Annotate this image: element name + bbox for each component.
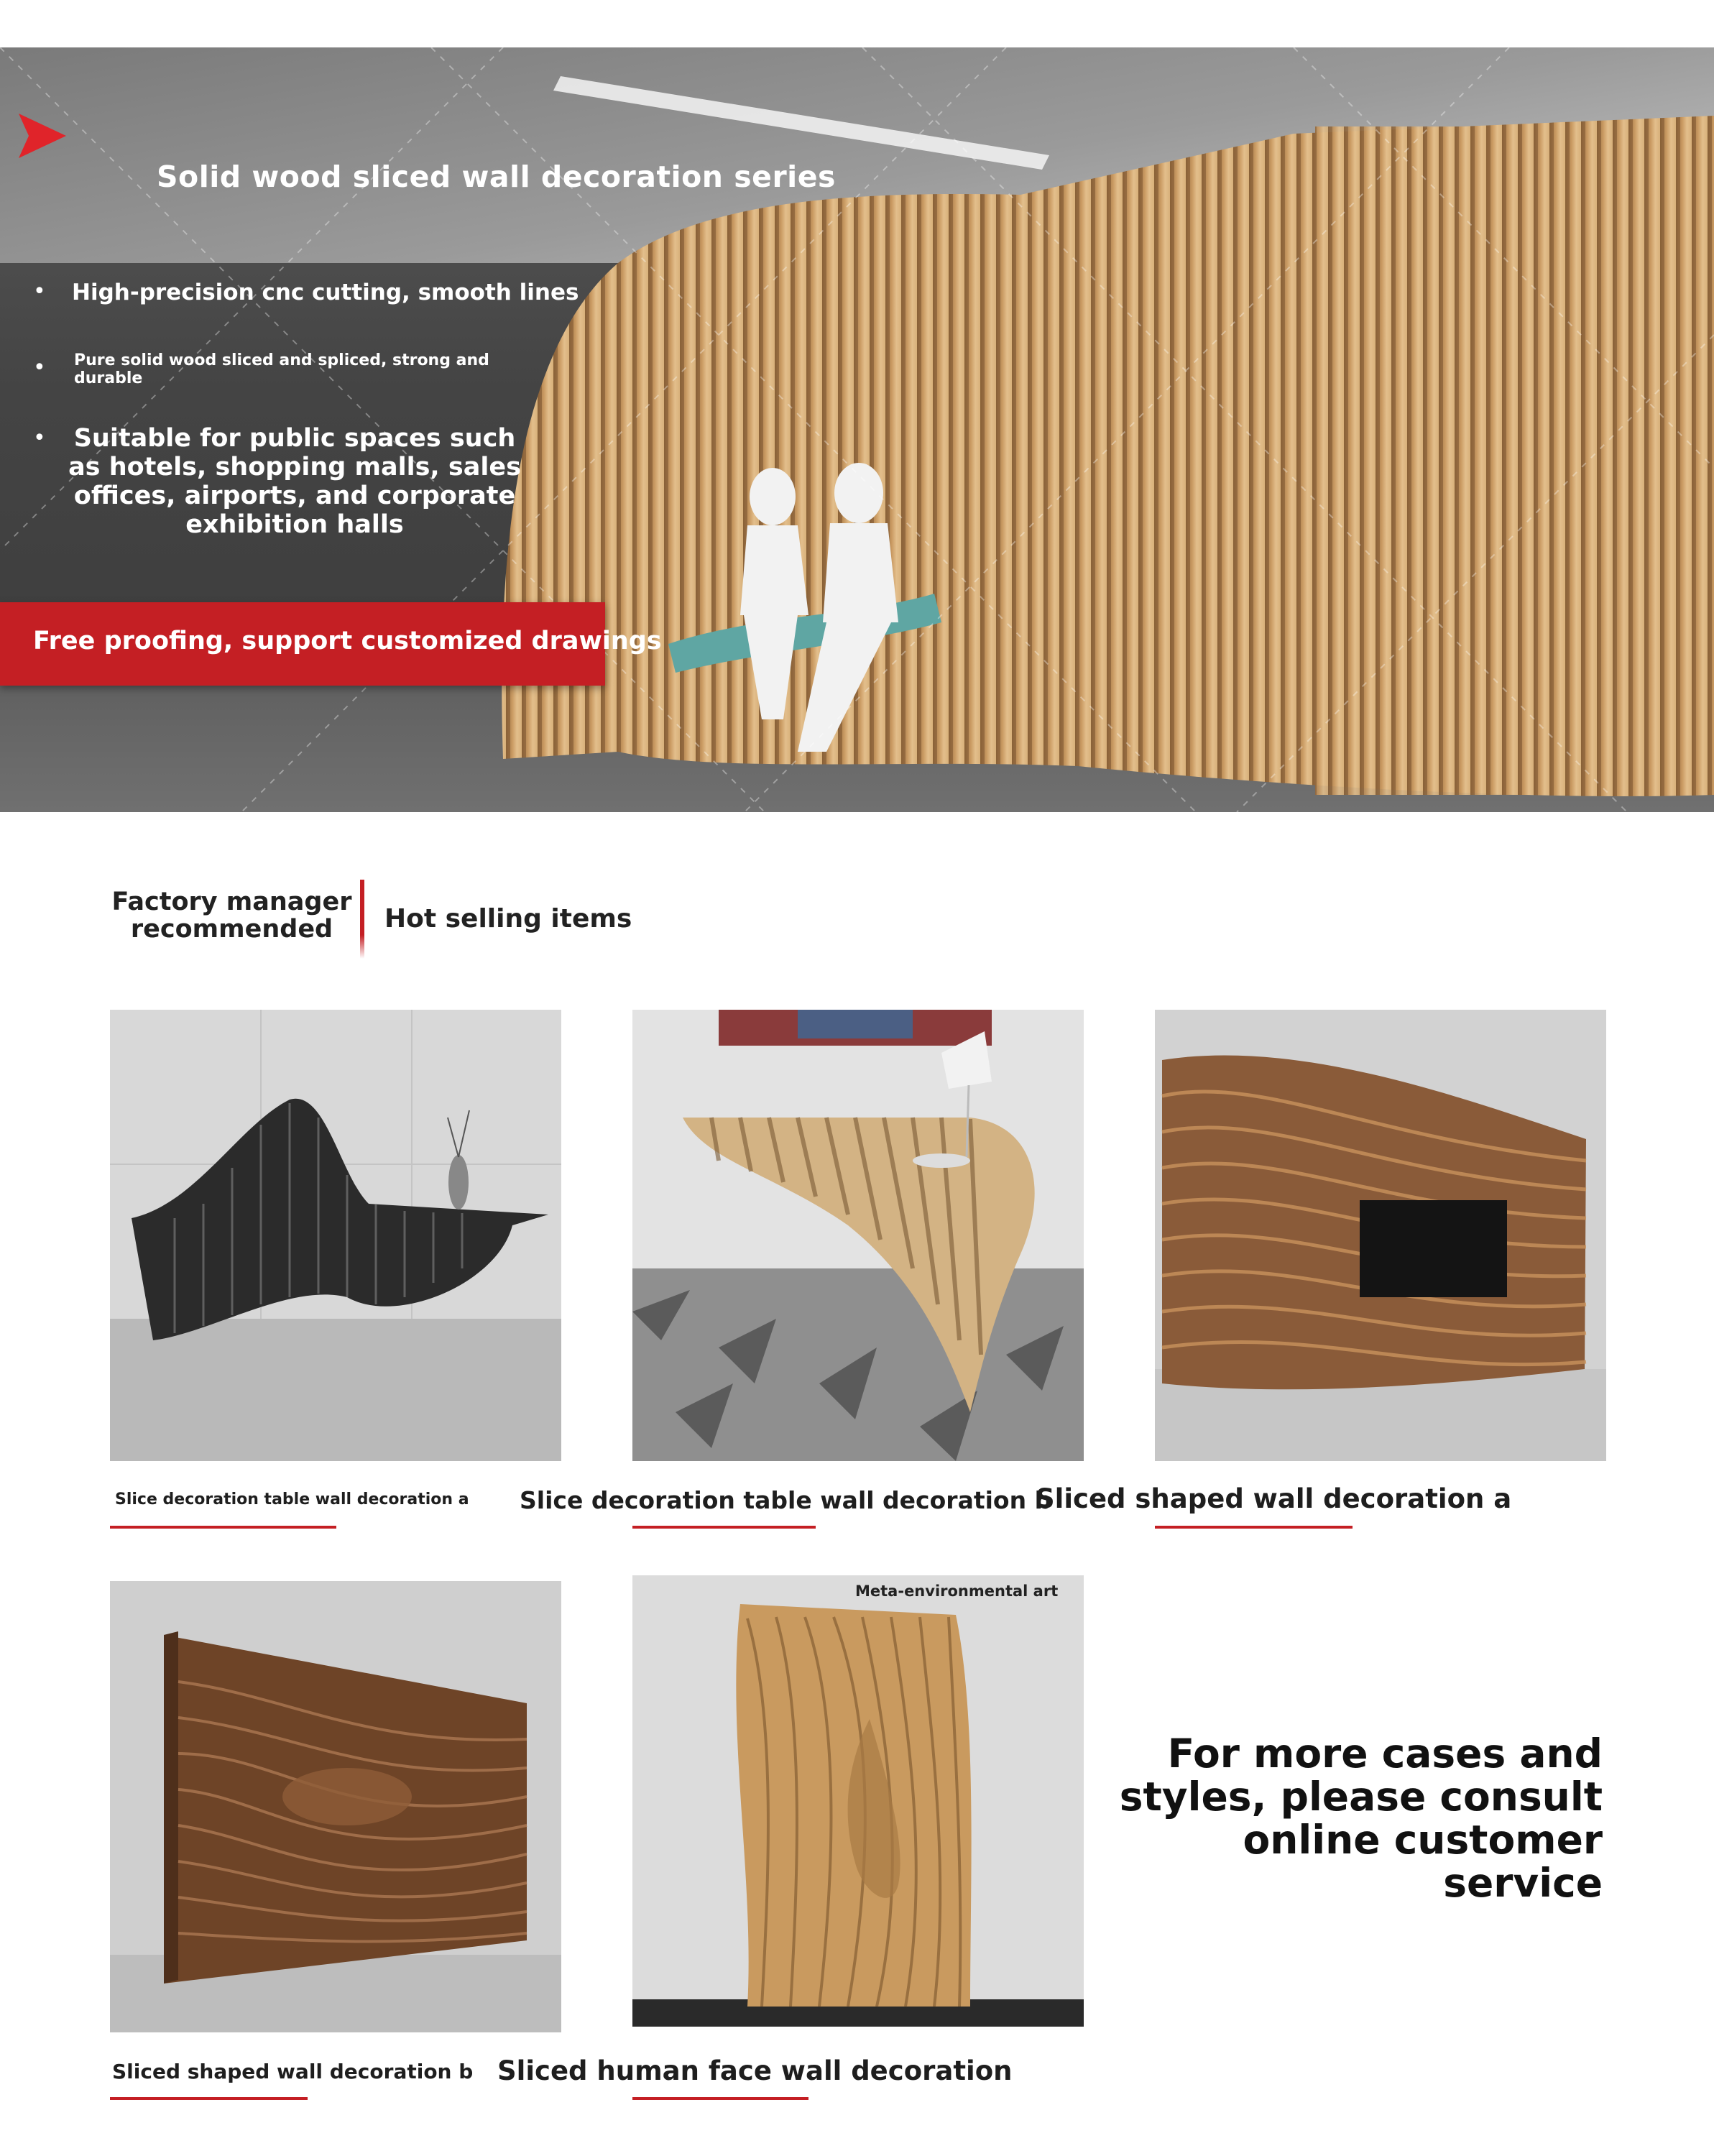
product-caption[interactable]: Sliced human face wall decoration (497, 2055, 1013, 2086)
bullet-marker: • (33, 279, 46, 304)
image-label: Meta-environmental art (855, 1583, 1059, 1600)
caption-underline (632, 2097, 808, 2100)
product-image-table-a[interactable] (110, 1010, 561, 1461)
promo-banner-text: Free proofing, support customized drawings (33, 627, 662, 655)
section-label-hot: Hot selling items (384, 904, 632, 934)
hero-bullet-1: High-precision cnc cutting, smooth lines (72, 280, 579, 305)
product-image-shaped-a[interactable] (1155, 1010, 1606, 1461)
product-image-face[interactable] (632, 1575, 1084, 2027)
caption-underline (110, 1526, 336, 1529)
bullet-marker: • (33, 355, 46, 380)
chevron-right-icon (19, 114, 66, 158)
hero-bullet-2: Pure solid wood sliced and spliced, strong and durable (74, 351, 489, 387)
section-label-recommended: Factory manager recommended (111, 888, 352, 944)
promo-banner (0, 602, 662, 686)
caption-underline (1155, 1526, 1353, 1529)
bullet-marker: • (33, 425, 46, 451)
caption-underline (110, 2097, 308, 2100)
product-caption[interactable]: Sliced shaped wall decoration a (1036, 1483, 1512, 1514)
section-divider (360, 880, 364, 959)
cta-consult-service: For more cases and styles, please consult online customer service (1119, 1731, 1603, 1906)
product-caption[interactable]: Sliced shaped wall decoration b (112, 2060, 474, 2083)
hero-banner (0, 47, 1714, 812)
hero-bullet-3: Suitable for public spaces such as hotels, shopping malls, sales offices, airports, and corporate exhibition halls (68, 424, 521, 539)
caption-underline (632, 1526, 816, 1529)
hero-title: Solid wood sliced wall decoration series (157, 160, 836, 194)
product-image-table-b[interactable] (632, 1010, 1084, 1461)
product-caption[interactable]: Slice decoration table wall decoration b (520, 1486, 1052, 1514)
product-caption[interactable]: Slice decoration table wall decoration a (115, 1491, 469, 1508)
product-image-shaped-b[interactable] (110, 1581, 561, 2032)
